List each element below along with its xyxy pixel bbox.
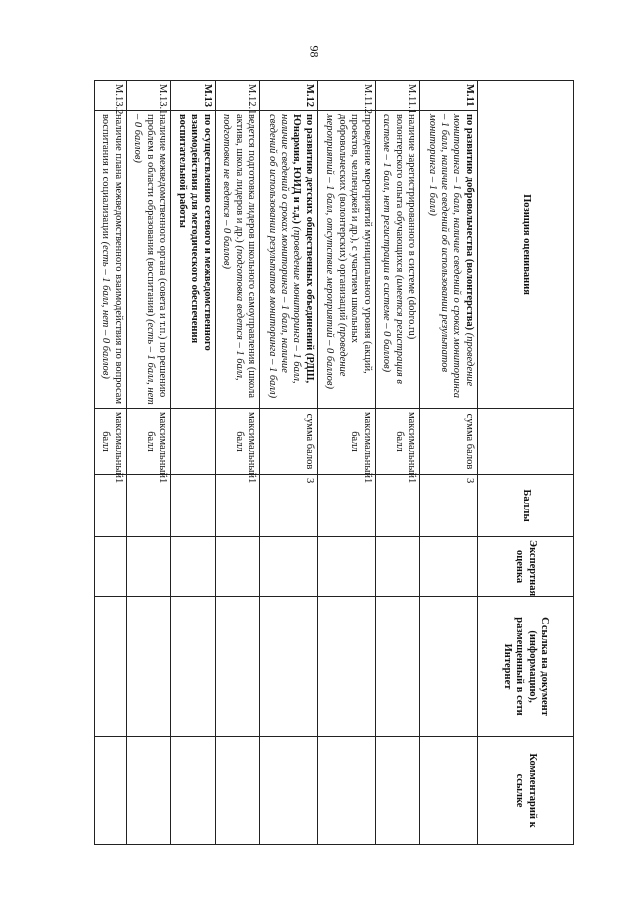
row-comment: [171, 737, 216, 845]
header-position: Позиция оценивания: [477, 81, 573, 409]
table-row: [215, 81, 260, 845]
row-code: [215, 81, 260, 115]
row-points-text: 1: [157, 478, 169, 484]
row-expert: [317, 537, 375, 597]
row-points: [420, 475, 478, 537]
row-comment: [215, 737, 260, 845]
row-scoring-text: максимальный балл: [144, 412, 169, 479]
row-comment: [317, 737, 375, 845]
row-code-text: М.11.2: [361, 84, 373, 114]
row-note: (есть – 1 балл, нет – 0 баллов): [132, 114, 156, 405]
row-points: [375, 475, 420, 537]
row-title: наличие зарегистрированного в системе (dobro.ru) волонтерского опыта обучающихся: [393, 114, 418, 340]
row-link: [215, 597, 260, 737]
table-header-row: [477, 81, 573, 845]
header-expert: Экспертная оценка: [477, 537, 573, 597]
table-row: [375, 81, 420, 845]
row-comment: [260, 737, 318, 845]
row-link: [95, 597, 127, 737]
row-title: по развитию детских общественных объединений (РДШ, Юнармия, ЮИД и т.д.): [291, 114, 315, 384]
row-scoring: [171, 409, 216, 475]
row-points: [317, 475, 375, 537]
header-points: Баллы: [477, 475, 573, 537]
row-comment: [95, 737, 127, 845]
row-points-text: 1: [361, 478, 373, 484]
row-scoring-text: максимальный балл: [100, 412, 124, 479]
row-scoring: [215, 409, 260, 479]
row-link: [171, 597, 216, 737]
row-code: [95, 81, 127, 115]
row-expert: [420, 537, 478, 597]
table-row: [260, 81, 318, 845]
row-code-text: М.13.2: [112, 84, 124, 115]
row-scoring-text: сумма балов: [463, 413, 475, 470]
row-code-text: М.13.1: [157, 84, 169, 115]
row-position: [95, 111, 127, 409]
rotated-table-wrapper: [94, 80, 574, 844]
row-title: по развитию добровольчества (волонтерства): [463, 114, 475, 331]
row-points-text: 1: [406, 478, 418, 484]
row-scoring: [126, 409, 171, 479]
table-row: [171, 81, 216, 845]
table-row: [317, 81, 375, 845]
row-position: [375, 111, 420, 409]
row-scoring-text: максимальный балл: [393, 412, 418, 479]
row-scoring: [95, 409, 127, 479]
row-scoring: [375, 409, 420, 479]
row-comment: [375, 737, 420, 845]
row-code-text: М.11.1: [406, 84, 418, 114]
row-title: наличие межведомственного органа (совета и т.п.) по решению проблем в области образования (воспитания): [144, 114, 169, 398]
row-code: [260, 81, 318, 111]
row-position: [260, 111, 318, 409]
row-scoring: [420, 409, 478, 475]
row-link: [260, 597, 318, 737]
row-points: [260, 475, 318, 537]
row-comment: [420, 737, 478, 845]
row-scoring-text: максимальный балл: [233, 412, 258, 479]
row-position: [317, 111, 375, 409]
evaluation-table: [94, 80, 574, 845]
row-points: [171, 475, 216, 537]
row-position: [215, 111, 260, 409]
table-row: [95, 81, 127, 845]
row-points: [126, 475, 171, 537]
row-code-text: М.12: [303, 84, 315, 108]
row-code: [375, 81, 420, 114]
row-scoring-text: сумма балов: [303, 413, 315, 470]
row-scoring: [317, 409, 375, 479]
row-expert: [260, 537, 318, 597]
row-note: (подготовка ведется – 1 балл, подготовка не ведется – 0 баллов): [221, 114, 245, 381]
row-code-text: М.13: [201, 84, 213, 108]
row-expert: [126, 537, 171, 597]
header-scoring: [477, 409, 573, 475]
row-link: [375, 597, 420, 737]
row-scoring-text: максимальный балл: [349, 412, 373, 479]
row-note: (проведение мероприятий – 1 балл, отсутствие мероприятий – 0 баллов): [324, 114, 348, 389]
page-number: 98: [307, 45, 322, 58]
row-link: [126, 597, 171, 737]
row-note: (есть – 1 балл, нет – 0 баллов): [100, 241, 112, 379]
row-points: [215, 475, 260, 537]
header-comment: Комментарий к ссылке: [477, 737, 573, 845]
row-title: проведение мероприятий муниципального уровня (акций, проектов, челленджей и др.), с участием школьных добровольческих (волонтерских) организаций: [336, 114, 373, 374]
row-points-text: 3: [463, 478, 475, 484]
row-position: [420, 111, 478, 409]
row-expert: [375, 537, 420, 597]
row-title: ведется подготовка лидеров школьного самоуправления (школа актива, школа лидеров и др.): [233, 114, 258, 399]
row-code: [317, 81, 375, 114]
row-code: [126, 81, 171, 115]
row-comment: [126, 737, 171, 845]
row-expert: [215, 537, 260, 597]
row-code: [420, 81, 478, 111]
row-code: [171, 81, 216, 111]
row-code-text: М.12.1: [246, 84, 258, 115]
row-expert: [171, 537, 216, 597]
row-title: по осуществлению сетевого и межведомственного взаимодействия для методического обеспечения воспитательной работы: [176, 114, 213, 351]
row-points: [95, 475, 127, 537]
row-points-text: 1: [112, 478, 124, 484]
row-expert: [95, 537, 127, 597]
row-points-text: 1: [246, 478, 258, 484]
header-link: Ссылка на документ (информацию), размещенный в сети Интернет: [477, 597, 573, 737]
table-row: [126, 81, 171, 845]
row-position: [171, 111, 216, 409]
row-points-text: 3: [303, 478, 315, 484]
row-scoring: [260, 409, 318, 475]
row-note: (проведение мониторинга – 1 балл, наличие сведений о сроках мониторинга – 1 балл, наличие сведений об использовании результатов мониторинга – 1 балл): [426, 114, 475, 399]
row-title: наличие плана межведомственного взаимодействия по вопросам воспитания и социализации: [100, 114, 124, 405]
row-code-text: М.11: [463, 84, 475, 107]
row-link: [420, 597, 478, 737]
row-link: [317, 597, 375, 737]
row-position: [126, 111, 171, 409]
row-note: (имеется регистрация в системе – 1 балл, нет регистрации в системе – 0 баллов): [381, 114, 405, 384]
table-row: [420, 81, 478, 845]
row-note: (проведение мониторинга – 1 балл, наличие сведений о сроках мониторинга – 1 балл, наличие сведений об использовании результатов мониторинга – 1 балл): [266, 114, 303, 399]
